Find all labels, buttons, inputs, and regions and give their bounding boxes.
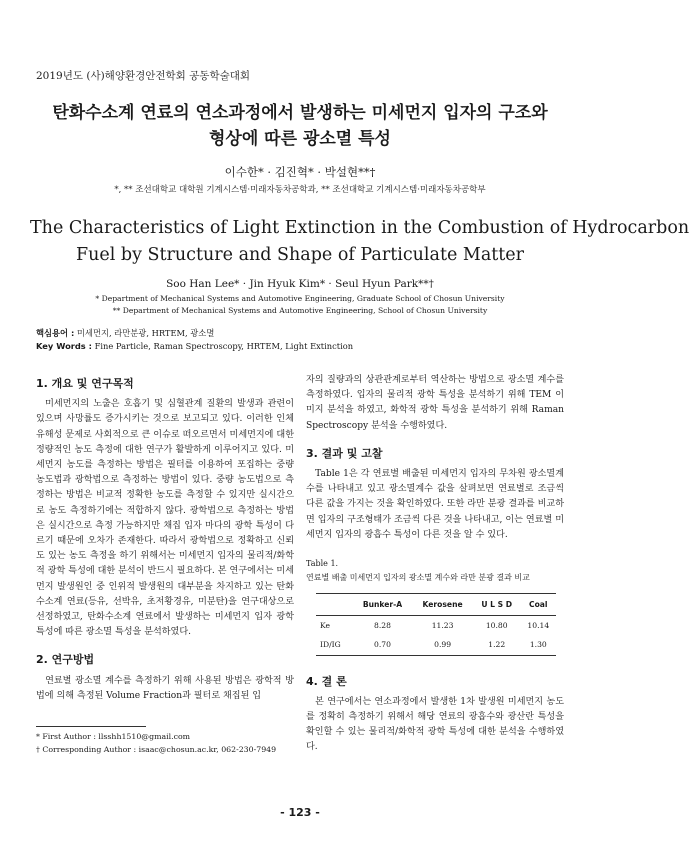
title-korean [30, 100, 570, 152]
keywords-english-label: Key Words : [36, 341, 92, 351]
footnote-corresponding-author: † Corresponding Author : isaac@chosun.ac.kr, 062-230-7949 [36, 745, 277, 754]
authors-english: Soo Han Lee* · Jin Hyuk Kim* · Seul Hyun Park**† [166, 278, 434, 290]
table-cell: 0.70 [353, 635, 413, 655]
table-cell: 1.22 [473, 635, 521, 655]
footnotes [36, 730, 276, 756]
authors-korean: 이수한* · 김진혁* · 박설현**† [224, 165, 376, 179]
section-2-body-continued: 자의 질량과의 상관관계로부터 역산하는 방법으로 광소멸 계수를 측정하였다. 입자의 물리적 광학 특성을 분석하기 위해 TEM 이미지 분석을 하였고, 화학적 광학 특성을 분석하기 위해 Raman Spectroscopy 분석을 수행하였다. [306, 375, 564, 431]
table-caption-label: Table 1. [306, 559, 339, 569]
table-cell: 0.99 [412, 635, 473, 655]
section-3-heading: 3. 결과 및 고찰 [306, 446, 383, 460]
table-caption-text: 연료별 배출 미세먼지 입자의 광소멸 계수와 라만 분광 결과 비교 [306, 573, 530, 583]
table-cell: 1.30 [521, 635, 556, 655]
title-english-line1: The Characteristics of Light Extinction in the Combustion of Hydrocarbon [30, 218, 689, 238]
table-row-label: Ke [320, 621, 330, 631]
results-table [316, 593, 556, 656]
table-cell: 11.23 [431, 621, 454, 631]
affiliation-korean: *, ** 조선대학교 대학원 기계시스템·미래자동차공학과, ** 조선대학교 기계시스템·미래자동차공학부 [114, 185, 486, 195]
section-4-body: 본 연구에서는 연소과정에서 발생한 1차 발생원 미세먼지 농도를 정확히 측정하기 위해서 해당 연료의 광흡수와 광산란 특성을 확인할 수 있는 물리적/화학적 광학 특성에 대한 분석을 수행하였다. [306, 696, 564, 753]
table-header-row [316, 594, 556, 616]
table-header-cell: Kerosene [412, 594, 473, 616]
keywords-korean [36, 327, 214, 339]
title-english [30, 215, 689, 269]
section-3-body: Table 1은 각 연료별 배출된 미세먼지 입자의 무차원 광소멸계수를 나타내고 있고 광소멸계수 값을 살펴보면 연료별로 조금씩 다른 값을 가지는 것을 확인하였다. 또한 라만 분광 결과를 비교하면 입자의 구조형태가 조금씩 다른 것을 나타내고, 이는 연료별 미세먼지 입자의 광흡수 특성이 다른 것을 알 수 있다. [306, 469, 564, 540]
table-row [316, 616, 556, 636]
table-cell: 10.80 [485, 621, 508, 631]
keywords-korean-text: 미세먼지, 라만분광, HRTEM, 광소멸 [76, 328, 215, 338]
title-korean-line2: 형상에 따른 광소멸 특성 [209, 129, 391, 149]
affiliation-english-line1: * Department of Mechanical Systems and Automotive Engineering, Graduate School of Chosun University [95, 294, 505, 303]
table-row [316, 635, 556, 655]
affiliation-english-line2: ** Department of Mechanical Systems and Automotive Engineering, School of Chosun University [112, 306, 488, 315]
footnote-first-author: * First Author : llsshh1510@gmail.com [36, 732, 191, 741]
section-2-heading: 2. 연구방법 [36, 653, 95, 667]
table-header-cell: Bunker-A [353, 594, 413, 616]
right-column [306, 373, 564, 756]
table-header-cell: Coal [521, 594, 556, 616]
section-1-body: 미세먼지의 노출은 호흡기 및 심혈관계 질환의 발생과 관련이 있으며 사망률도 증가시키는 것으로 보고되고 있다. 이러한 인체 유해성 문제로 사회적으로 큰 이슈로 떠오르면서 미세먼지에 대한 정량적인 농도 측정에 대한 연구가 활발하게 이루어지고 있다. 미세먼지 농도를 측정하는 방법은 필터를 이용하여 포집하는 중량 농도법과 광학법으로 측정하는 방법이 있다. 중량 농도법으로 측정하는 방법은 비교적 정확한 농도를 측정할 수 있지만 실시간으로 농도 측정하기에는 적합하지 않다. 광학법으로 측정하는 방법은 실시간으로 측정 가능하지만 채집 입자 마다의 광학 특성이 다르기 때문에 오차가 존재한다. 따라서 광학법으로 정확하고 신뢰도 있는 농도 측정을 하기 위해서는 미세먼지 입자의 물리적/화학적 광학 특성에 대한 분석이 반드시 필요하다. 본 연구에서는 미세먼지 발생원인 중 인위적 발생원의 대부분을 차지하고 있는 탄화수소계 연료(등유, 선박유, 초저황경유, 미분탄)을 연구대상으로 선정하였고, 탄화수소계 연료에서 발생하는 미세먼지 입자 광학 특성에 따른 광소멸 특성을 분석하였다. [36, 399, 294, 638]
section-2-body: 연료별 광소멸 계수를 측정하기 위해 사용된 방법은 광학적 방법에 의해 측정된 Volume Fraction과 필터로 채집된 입 [36, 675, 294, 701]
page-number: - 123 - [280, 806, 320, 819]
table-caption [306, 557, 564, 585]
left-column [36, 376, 294, 704]
keywords-korean-label: 핵심용어 : [36, 328, 75, 338]
table-cell: 8.28 [374, 621, 391, 631]
title-korean-line1: 탄화수소계 연료의 연소과정에서 발생하는 미세먼지 입자의 구조와 [52, 103, 548, 123]
keywords-english [36, 341, 353, 351]
table-header-cell: U L S D [473, 594, 521, 616]
title-english-line2: Fuel by Structure and Shape of Particulate Matter [75, 245, 525, 265]
table-row-label: ID/IG [316, 635, 353, 655]
footnote-rule [36, 726, 146, 727]
table-cell: 10.14 [527, 621, 550, 631]
affiliation-english [30, 293, 570, 317]
section-4-heading: 4. 결 론 [306, 674, 347, 688]
table-header-cell [316, 594, 353, 616]
section-1-heading: 1. 개요 및 연구목적 [36, 377, 134, 390]
conference-header: 2019년도 (사)해양환경안전학회 공동학술대회 [36, 70, 251, 82]
keywords-english-text: Fine Particle, Raman Spectroscopy, HRTEM, Light Extinction [94, 341, 354, 351]
